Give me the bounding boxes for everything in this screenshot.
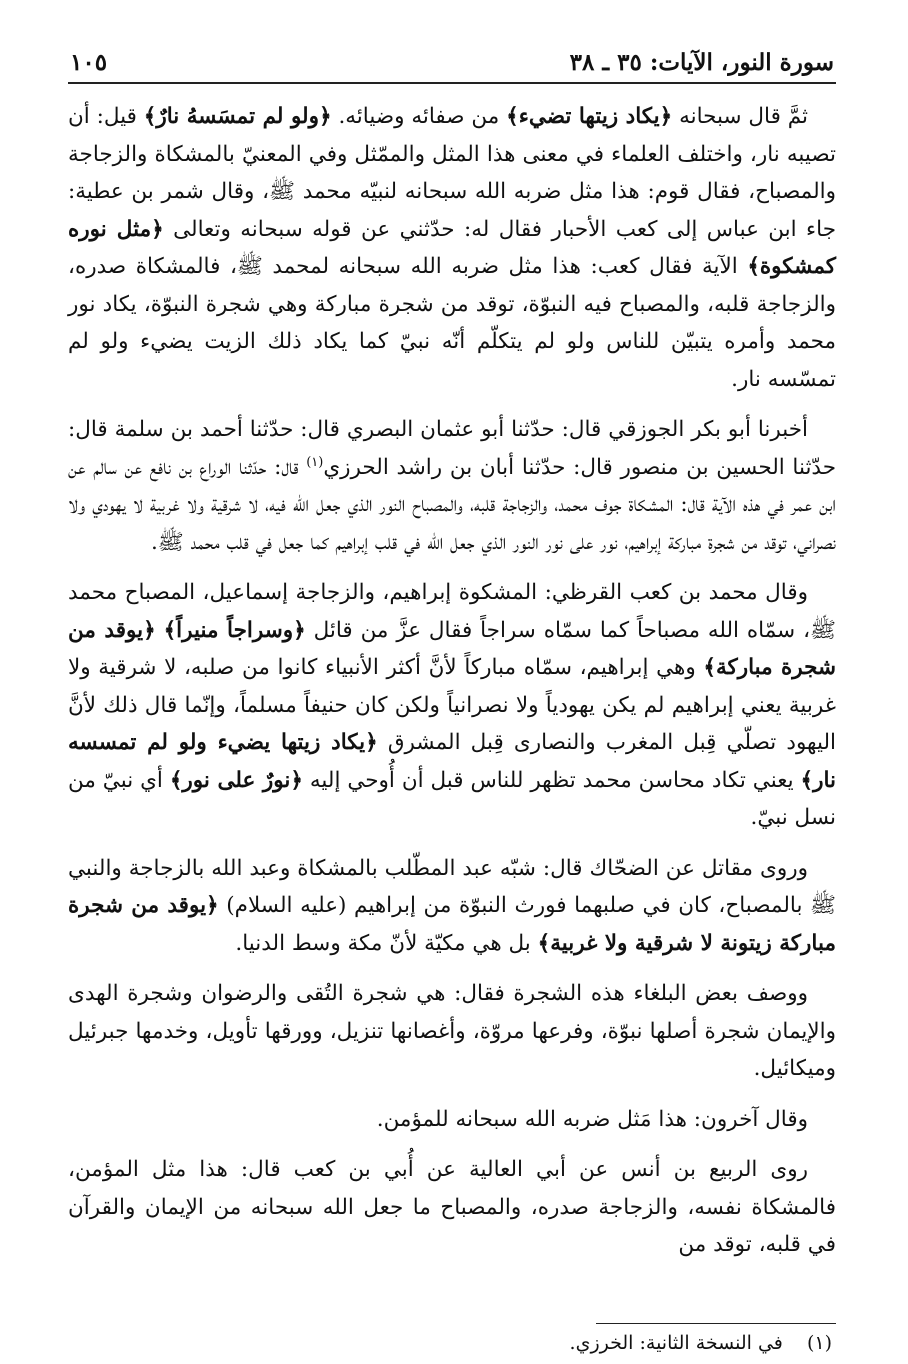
paragraph [68,975,836,1088]
paragraph-text: أخبرنا أبو بكر الجوزقي قال: حدّثنا أبو عثمان البصري قال: حدّثنا أحمد بن سلمة قال: حدّثنا الحسين بن منصور قال: حدّثنا أبان بن راشد الحرزي [68,417,836,480]
footnote-text: في النسخة الثانية: الخرزي. [569,1332,783,1354]
paragraph-text: بل هي مكيّة لأنّ مكة وسط الدنيا. [235,930,538,956]
paragraph-text: ووصف بعض البلغاء هذه الشجرة فقال: هي شجرة التُقى والرضوان وشجرة الهدى والإيمان شجرة أصلها نبوّة، وفرعها مروّة، وأغصانها تنزيل، وورقها تأويل، وخدمها جبرئيل وميكائيل. [68,981,836,1081]
paragraph-text: من صفائه وضيائه. [331,104,507,129]
page-body [68,98,836,1264]
paragraph-text: روى الربيع بن أنس عن أبي العالية عن أُبي بن كعب قال: هذا مثل المؤمن، فالمشكاة نفسه، والزجاجة صدره، والمصباح ما جعل الله سبحانه من الإيمان والقرآن في قلبه، توقد من [68,1157,836,1257]
paragraph [68,1151,836,1264]
paragraph-text: وهي إبراهيم، سمّاه مباركاً لأنَّ أكثر الأنبياء كانوا من صلبه، لا شرقية ولا غربية يعني إبراهيم لم يكن يهودياً ولا نصرانياً ولكن كان حنيفاً مسلماً، وإنّما قال ذلك لأنَّ اليهود تصلّي قِبل المغرب والنصارى قِبل المشرق [68,655,836,755]
paragraph-text: وقال آخرون: هذا مَثل ضربه الله سبحانه للمؤمن. [376,1106,808,1132]
running-header [68,38,836,84]
footnote-divider [596,1323,836,1324]
paragraph [68,850,836,963]
paragraph-text: ثمَّ قال سبحانه [672,104,809,129]
paragraph-text: أي نبيّ من نسل نبيّ. [68,767,836,830]
quran-quote: ﴿يوقد من شجرة مباركة زيتونة لا شرقية ولا غربية﴾ [68,893,836,956]
paragraph [68,574,836,837]
paragraph-text [156,618,164,643]
paragraph [68,411,836,561]
quran-quote: ﴿وسراجاً منيراً﴾ [163,617,306,643]
paragraph-text: وروى مقاتل عن الضحّاك قال: شبّه عبد المطّلب بالمشكاة وعبد الله بالزجاجة والنبي ﷺ بالمصباح، كان في صلبهما فورث النبوّة من إبراهيم (عليه السلام) [68,855,836,918]
quran-quote: ﴿يكاد زيتها يضيء ولو لم تمسسه نار﴾ [68,730,836,793]
footnote [68,1330,832,1356]
footnote-reference: (١) [306,454,324,470]
paragraph [68,1101,836,1139]
paragraph-text: وقال محمد بن كعب القرظي: المشكوة إبراهيم، والزجاجة إسماعيل، المصباح محمد ﷺ، سمّاه الله مصباحاً كما سمّاه سراجاً فقال عزَّ من قائل [68,580,836,643]
paragraph-text: الآية فقال كعب: هذا مثل ضربه الله سبحانه لمحمد ﷺ، فالمشكاة صدره، والزجاجة قلبه، والمصباح فيه النبوّة، توقد من شجرة مباركة وهي شجرة النبوّة، يكاد نور محمد وأمره يتبيّن للناس ولو لم يتكلّم أنّه نبيّ كما يكاد ذلك الزيت يضيء ولو لم تمسّسه نار. [68,254,836,392]
paragraph [68,98,836,398]
quran-quote: ﴿يوقد من شجرة مباركة﴾ [68,617,836,680]
page-number: ١٠٥ [70,49,108,76]
chapter-title: سورة النور، الآيات: ٣٥ ـ ٣٨ [569,49,834,76]
paragraph-text: قال: حدّثنا الوراع بن نافع عن سالم عن ابن عمر في هذه الآية قال: المشكاة جوف محمد، والزجاجة قلبه، والمصباح النور الذي جعل الله فيه، لا شرقية ولا غربية لا يهودي ولا نصراني، توقد من شجرة مباركة إبراهيم، نور على نور النور الذي جعل الله في قلب إبراهيم كما جعل في قلب محمد ﷺ. [68,454,836,555]
quran-quote: ﴿يكاد زيتها تضيء﴾ [506,104,673,129]
quran-quote: ﴿نورٌ على نور﴾ [169,767,303,793]
footnote-mark: (١) [806,1332,832,1354]
quran-quote: ﴿مثل نوره كمشكوة﴾ [68,216,836,279]
quran-quote: ﴿ولو لم تمسَسهُ نارٌ﴾ [143,104,332,129]
paragraph-text: يعني تكاد محاسن محمد تظهر للناس قبل أن أُوحي إليه [302,767,801,793]
paragraph-text: قيل: أن تصيبه نار، واختلف العلماء في معنى هذا المثل والممّثل وفي المعنيّ بالمشكاة والزجاجة والمصباح، فقال قوم: هذا مثل ضربه الله سبحانه لنبيّه محمد ﷺ، وقال شمر بن عطية: جاء ابن عباس إلى كعب الأحبار فقال له: حدّثني عن قوله سبحانه وتعالى [68,104,836,242]
